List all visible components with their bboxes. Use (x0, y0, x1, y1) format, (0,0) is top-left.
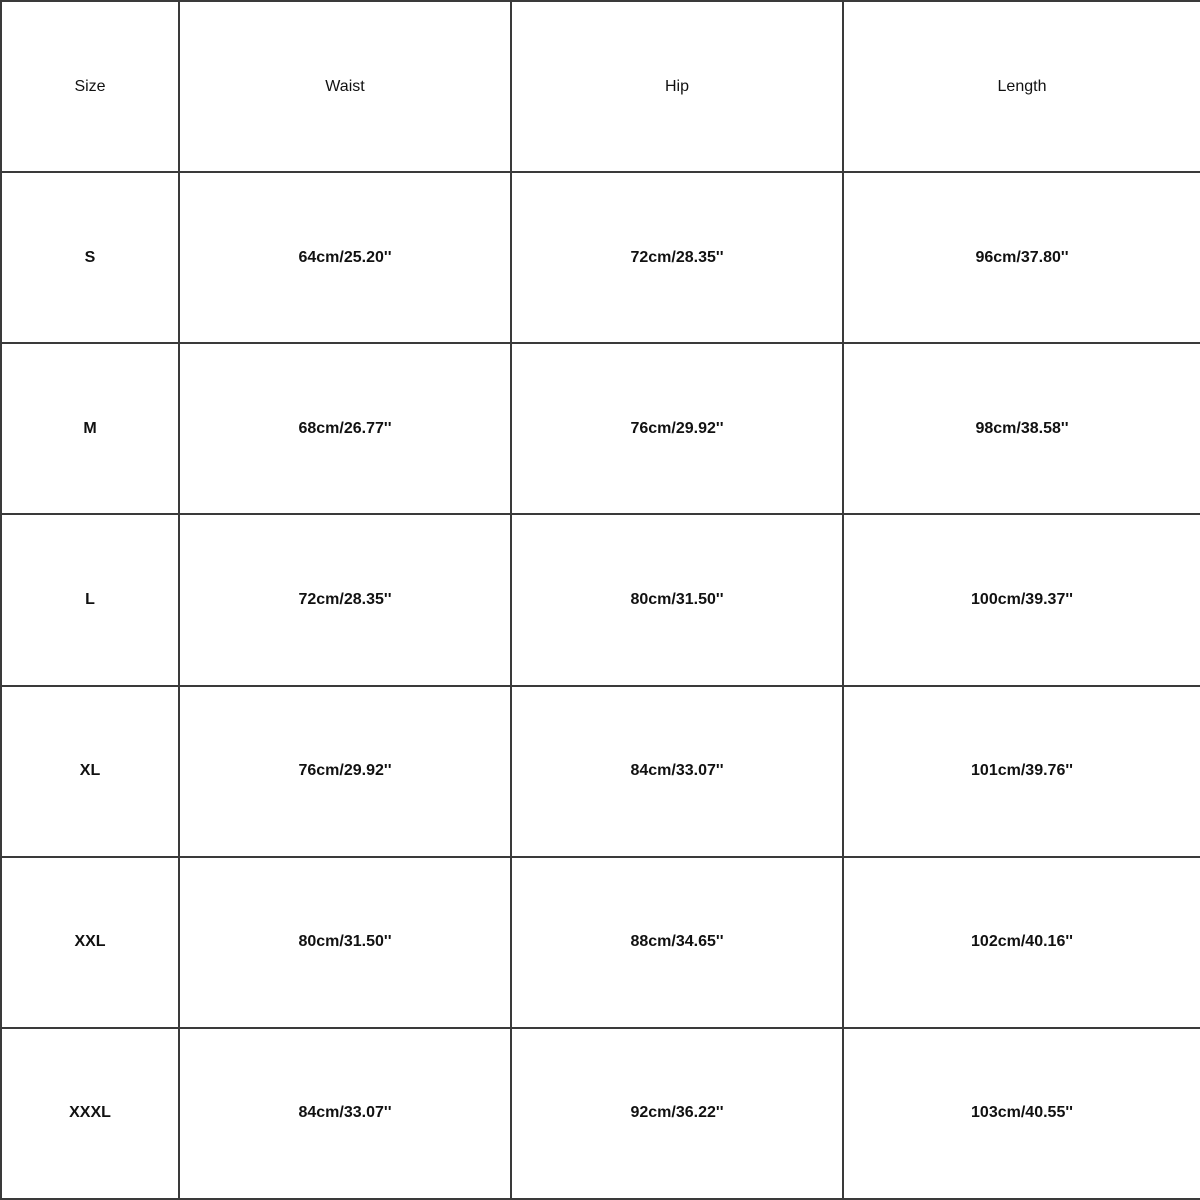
table-row (1, 343, 1200, 514)
table-row (1, 172, 1200, 343)
header-hip: Hip (511, 1, 843, 172)
waist-cell: 68cm/26.77'' (179, 343, 511, 514)
hip-cell: 80cm/31.50'' (511, 514, 843, 685)
length-cell: 101cm/39.76'' (843, 686, 1200, 857)
size-cell: S (1, 172, 179, 343)
table-row (1, 857, 1200, 1028)
table-row (1, 514, 1200, 685)
waist-cell: 84cm/33.07'' (179, 1028, 511, 1199)
hip-cell: 88cm/34.65'' (511, 857, 843, 1028)
table-header-row (1, 1, 1200, 172)
size-cell: M (1, 343, 179, 514)
table-row (1, 686, 1200, 857)
hip-cell: 92cm/36.22'' (511, 1028, 843, 1199)
waist-cell: 64cm/25.20'' (179, 172, 511, 343)
header-waist: Waist (179, 1, 511, 172)
size-cell: XXL (1, 857, 179, 1028)
waist-cell: 72cm/28.35'' (179, 514, 511, 685)
length-cell: 98cm/38.58'' (843, 343, 1200, 514)
header-size: Size (1, 1, 179, 172)
waist-cell: 80cm/31.50'' (179, 857, 511, 1028)
hip-cell: 76cm/29.92'' (511, 343, 843, 514)
waist-cell: 76cm/29.92'' (179, 686, 511, 857)
table-row (1, 1028, 1200, 1199)
size-cell: XL (1, 686, 179, 857)
length-cell: 103cm/40.55'' (843, 1028, 1200, 1199)
size-cell: L (1, 514, 179, 685)
size-cell: XXXL (1, 1028, 179, 1199)
hip-cell: 72cm/28.35'' (511, 172, 843, 343)
hip-cell: 84cm/33.07'' (511, 686, 843, 857)
length-cell: 100cm/39.37'' (843, 514, 1200, 685)
length-cell: 96cm/37.80'' (843, 172, 1200, 343)
header-length: Length (843, 1, 1200, 172)
length-cell: 102cm/40.16'' (843, 857, 1200, 1028)
